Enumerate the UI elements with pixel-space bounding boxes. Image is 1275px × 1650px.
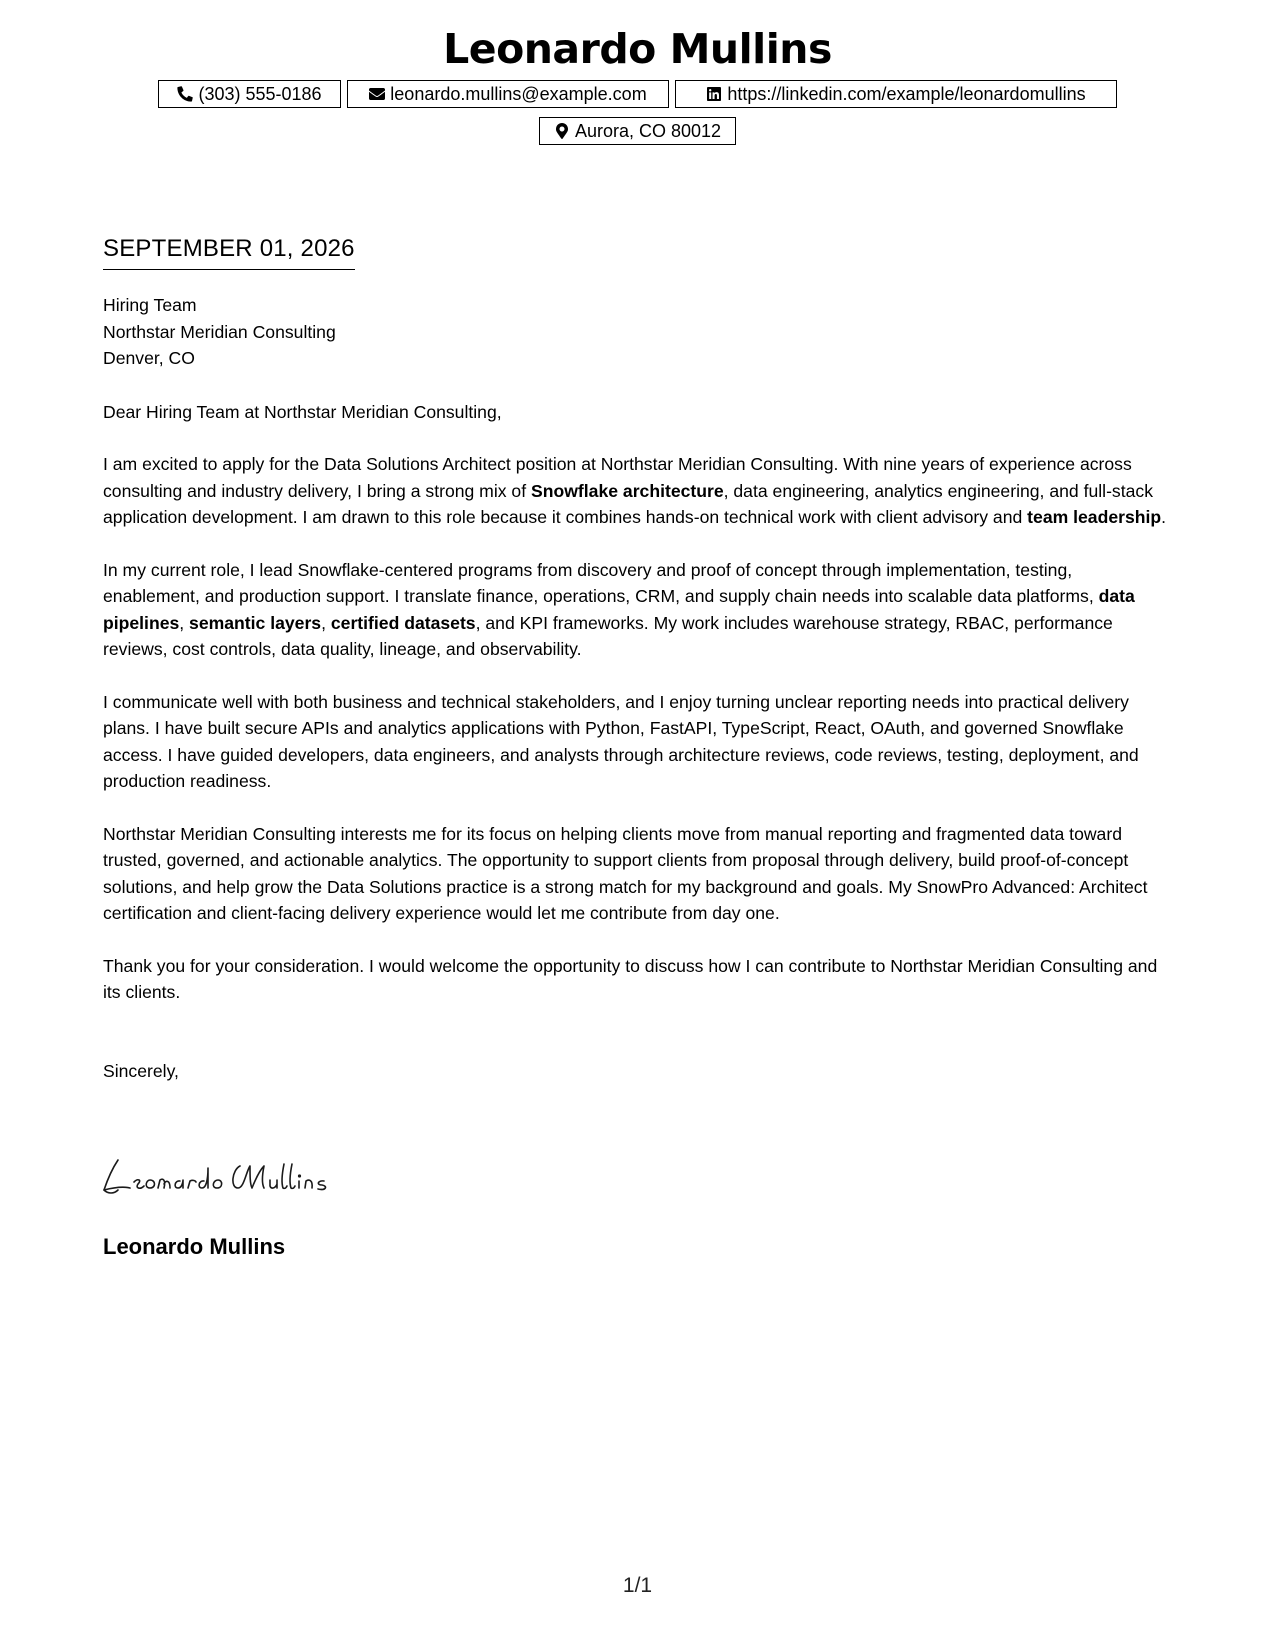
envelope-icon: [369, 86, 385, 102]
letter-body: [103, 292, 1173, 1084]
recipient-line: Northstar Meridian Consulting: [103, 321, 336, 342]
recipient-line: Hiring Team: [103, 295, 197, 315]
signed-name: Leonardo Mullins: [103, 1234, 286, 1259]
email-text: leonardo.mullins@example.com: [390, 83, 647, 104]
map-marker-icon: [554, 123, 570, 139]
phone-icon: [177, 86, 193, 102]
emphasis-text: semantic layers: [189, 612, 322, 633]
paragraph-text: , and KPI frameworks. My work includes warehouse strategy, RBAC, performance reviews, cost controls, data quality, lineage, and observability.: [103, 612, 1113, 659]
letter-date: SEPTEMBER 01, 2026: [103, 233, 355, 270]
paragraph-3: I communicate well with both business and technical stakeholders, and I enjoy turning unclear reporting needs into practical delivery plans. I have built secure APIs and analytics applications with Python, FastAPI, TypeScript, React, OAuth, and governed Snowflake access. I have guided developers, data engineers, and analysts through architecture reviews, code reviews, testing, deployment, and production readiness.: [103, 691, 1139, 791]
recipient-block: [103, 292, 1173, 372]
linkedin-text: https://linkedin.com/example/leonardomullins: [727, 83, 1086, 104]
emphasis-text: certified datasets: [330, 612, 476, 633]
contact-row-primary: [0, 80, 1275, 108]
location-text: Aurora, CO 80012: [574, 120, 722, 141]
paragraph-text: ,: [179, 612, 190, 633]
emphasis-text: Snowflake architecture: [531, 480, 724, 501]
emphasis-text: data pipelines: [103, 586, 1135, 633]
linkedin-chip[interactable]: [675, 80, 1117, 108]
email-chip[interactable]: [347, 80, 669, 108]
phone-text: (303) 555-0186: [198, 83, 322, 104]
paragraph-1: [103, 451, 1173, 531]
applicant-name: Leonardo Mullins: [443, 25, 832, 73]
phone-chip[interactable]: [158, 80, 341, 108]
location-chip: [539, 117, 736, 145]
paragraph-5: Thank you for your consideration. I would welcome the opportunity to discuss how I can contribute to Northstar Meridian Consulting and its clients.: [103, 955, 1158, 1002]
paragraph-2: [103, 557, 1173, 663]
handwritten-signature: [100, 1150, 370, 1200]
salutation: Dear Hiring Team at Northstar Meridian Consulting,: [103, 401, 502, 422]
paragraph-text: I am excited to apply for the Data Solutions Architect position at Northstar Meridian Consulting. With nine years of experience across consulting and industry delivery, I bring a strong mix of: [103, 454, 1132, 501]
closing: Sincerely,: [103, 1060, 179, 1081]
contact-row-secondary: [0, 117, 1275, 145]
paragraph-text: .: [1161, 507, 1167, 527]
linkedin-icon: [706, 86, 722, 102]
page-number: 1/1: [622, 1574, 653, 1597]
recipient-line: Denver, CO: [103, 348, 195, 368]
paragraph-text: , data engineering, analytics engineering, and full-stack application development. I am drawn to this role because it combines hands-on technical work with client advisory and: [103, 480, 1153, 527]
paragraph-text: ,: [321, 612, 331, 633]
paragraph-4: Northstar Meridian Consulting interests me for its focus on helping clients move from manual reporting and fragmented data toward trusted, governed, and actionable analytics. The opportunity to support clients from proposal through delivery, build proof-of-concept solutions, and help grow the Data Solutions practice is a strong match for my background and goals. My SnowPro Advanced: Architect certification and client-facing delivery experience would let me contribute from day one.: [103, 823, 1148, 923]
emphasis-text: team leadership: [1027, 507, 1162, 527]
paragraph-text: In my current role, I lead Snowflake-centered programs from discovery and proof of concept through implementation, testing, enablement, and production support. I translate finance, operations, CRM, and supply chain needs into scalable data platforms,: [103, 559, 1099, 606]
